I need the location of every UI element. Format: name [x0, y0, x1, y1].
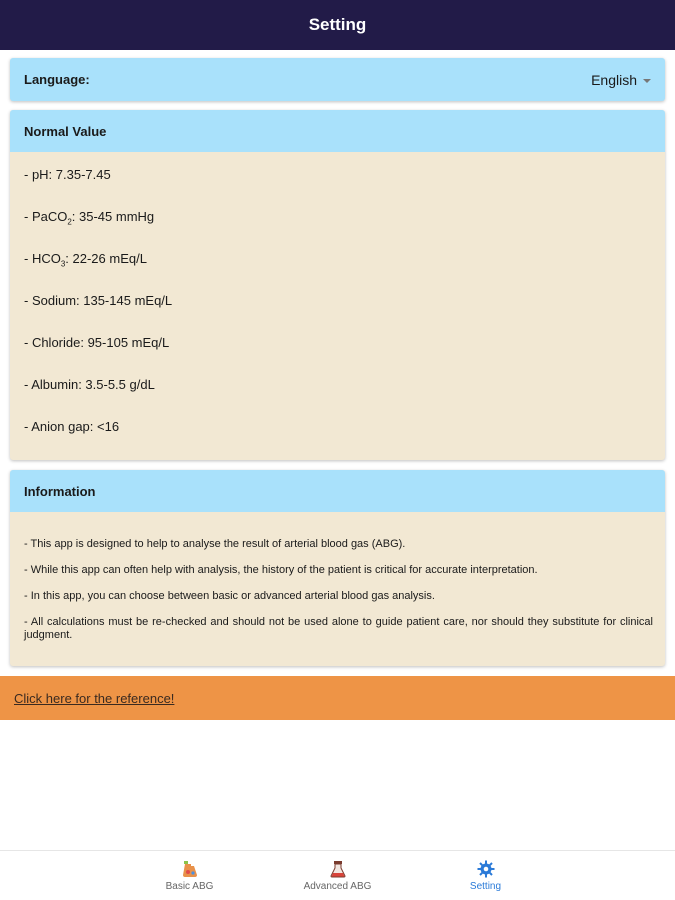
reference-link[interactable]: Click here for the reference!	[14, 690, 175, 706]
list-item: - In this app, you can choose between basic or advanced arterial blood gas analysis.	[24, 590, 435, 602]
language-label: Language:	[24, 72, 90, 87]
information-header	[10, 470, 665, 512]
normal-value-header	[10, 110, 665, 152]
list-item: - This app is designed to help to analyse the result of arterial blood gas (ABG).	[24, 538, 406, 550]
reference-bar	[0, 676, 675, 720]
lab-icon	[329, 860, 347, 878]
language-card	[10, 58, 665, 101]
list-item: - PaCO$_2$: 35-45 mmHg	[24, 209, 155, 227]
tab-setting[interactable]	[412, 851, 560, 900]
chevron-down-icon	[643, 79, 651, 83]
list-item: - Chloride: 95-105 mEq/L	[24, 335, 170, 350]
language-select[interactable]	[591, 72, 651, 88]
normal-value-title: Normal Value	[24, 123, 107, 139]
tab-advanced-abg[interactable]	[264, 851, 412, 900]
tab-label: Basic ABG	[165, 880, 214, 892]
tab-basic-abg[interactable]	[116, 851, 264, 900]
list-item: - Anion gap: <16	[24, 419, 120, 434]
flask-icon	[181, 860, 199, 878]
normal-value-card	[10, 110, 665, 460]
information-title: Information	[24, 483, 96, 499]
language-value: English	[591, 71, 637, 88]
top-bar	[0, 0, 675, 50]
page-title: Setting	[308, 15, 367, 34]
tab-label: Setting	[469, 880, 502, 892]
list-item: - pH: 7.35-7.45	[24, 167, 111, 182]
list-item: - While this app can often help with analysis, the history of the patient is critical for accurate interpretation.	[24, 564, 538, 576]
information-list	[10, 512, 665, 666]
normal-value-list	[10, 152, 665, 460]
list-item: - All calculations must be re-checked and should not be used alone to guide patient care, nor should they substitute for clinical judgment.	[24, 616, 653, 641]
information-card	[10, 470, 665, 666]
tab-label: Advanced ABG	[303, 880, 372, 892]
list-item: - Albumin: 3.5-5.5 g/dL	[24, 377, 155, 392]
gear-icon	[477, 860, 495, 878]
tab-bar	[0, 850, 675, 900]
list-item: - Sodium: 135-145 mEq/L	[24, 293, 173, 308]
list-item: - $HCO_3$: 22-26 mEq/L	[24, 251, 147, 269]
